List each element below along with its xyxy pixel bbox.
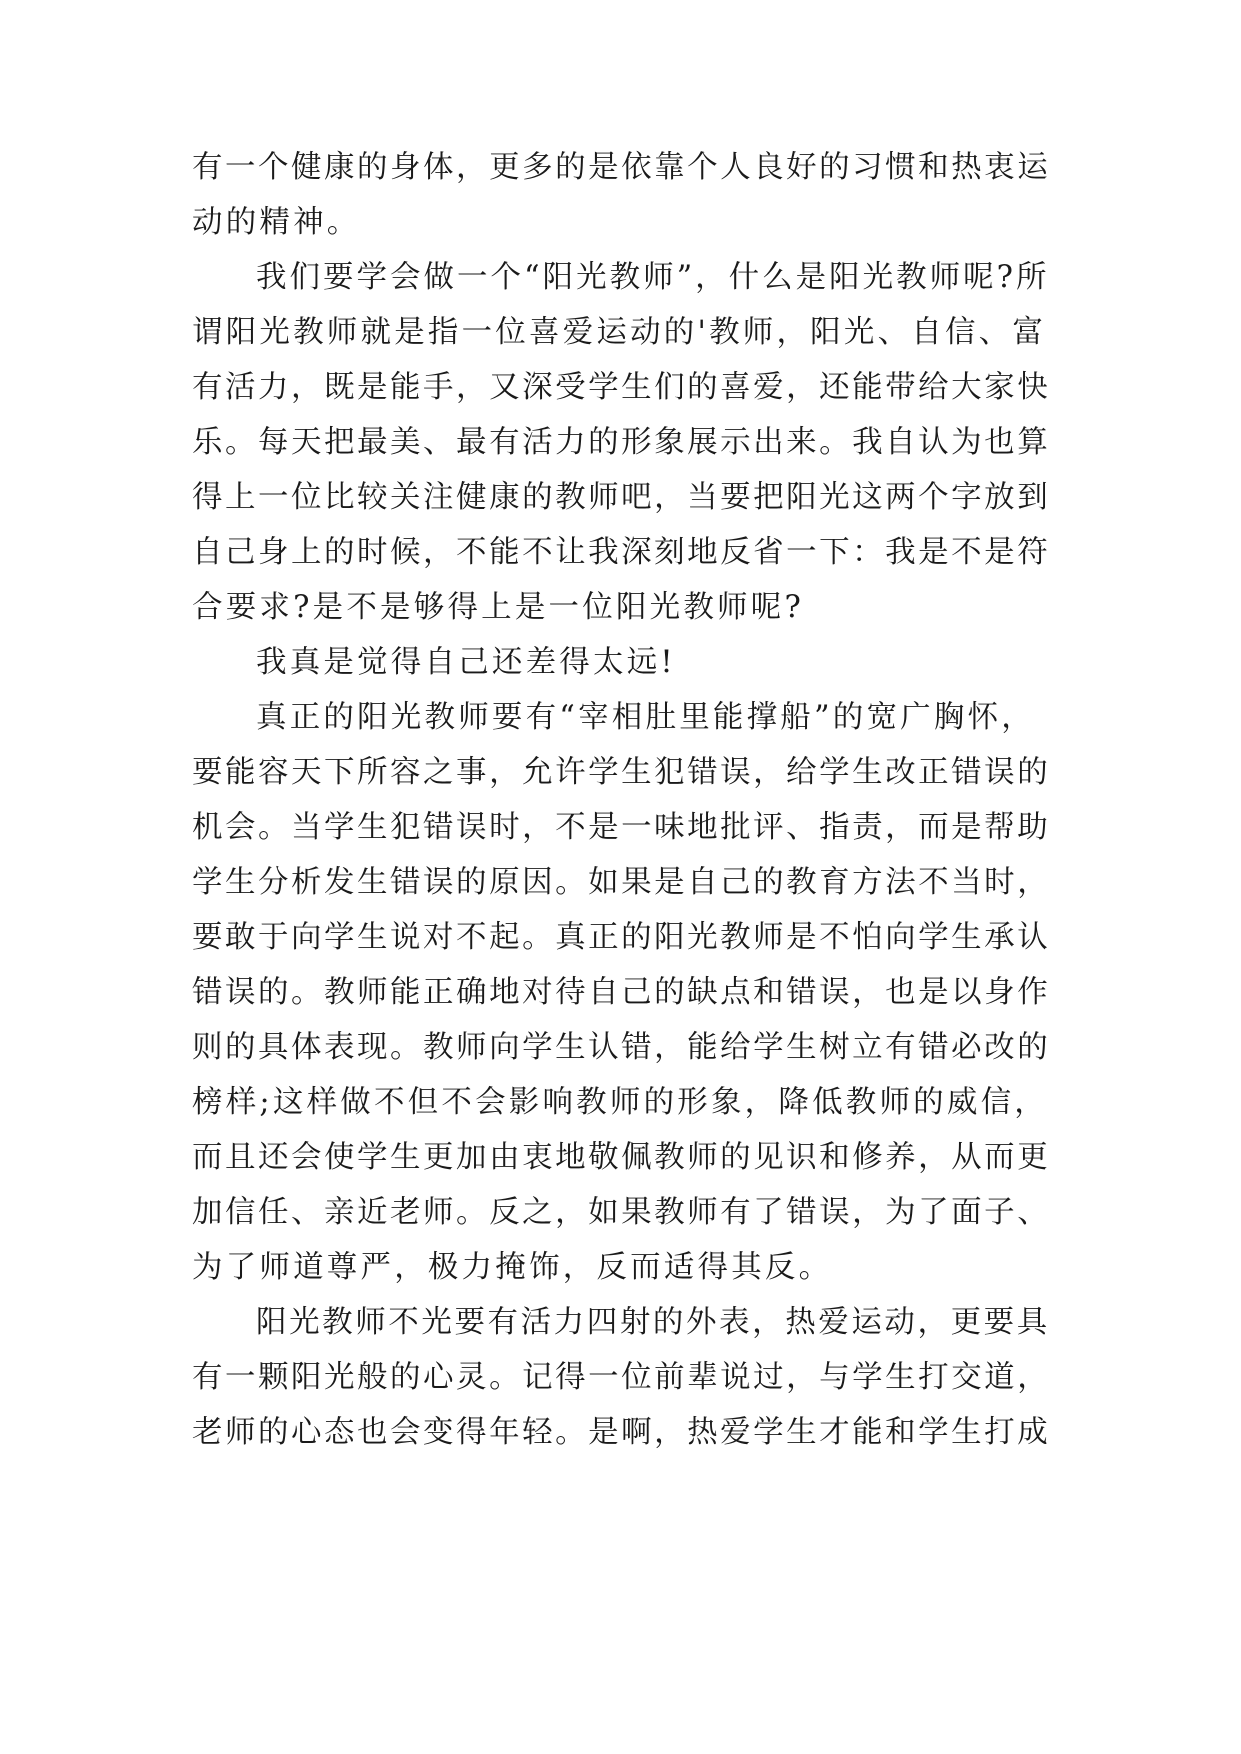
text-line: 榜样;这样做不但不会影响教师的形象，降低教师的威信， xyxy=(192,1085,1048,1120)
text-line: 机会。当学生犯错误时，不是一味地批评、指责，而是帮助 xyxy=(192,810,1051,845)
text-line: 动的精神。 xyxy=(192,205,361,240)
text-line: 真正的阳光教师要有“宰相肚里能撑船”的宽广胸怀， xyxy=(256,700,1035,735)
text-line: 得上一位比较关注健康的教师吧，当要把阳光这两个字放到 xyxy=(192,480,1051,515)
text-line: 有一个健康的身体，更多的是依靠个人良好的习惯和热衷运 xyxy=(192,150,1051,185)
text-line: 我真是觉得自己还差得太远! xyxy=(256,645,676,680)
text-line: 要敢于向学生说对不起。真正的阳光教师是不怕向学生承认 xyxy=(192,920,1051,955)
text-line: 则的具体表现。教师向学生认错，能给学生树立有错必改的 xyxy=(192,1030,1051,1065)
text-line: 加信任、亲近老师。反之，如果教师有了错误，为了面子、 xyxy=(192,1195,1051,1230)
text-line: 而且还会使学生更加由衷地敬佩教师的见识和修养，从而更 xyxy=(192,1140,1051,1175)
text-line: 有一颗阳光般的心灵。记得一位前辈说过，与学生打交道， xyxy=(192,1360,1051,1395)
text-line: 要能容天下所容之事，允许学生犯错误，给学生改正错误的 xyxy=(192,755,1051,790)
text-line: 阳光教师不光要有活力四射的外表，热爱运动，更要具 xyxy=(256,1305,1050,1340)
text-line: 我们要学会做一个“阳光教师”，什么是阳光教师呢?所 xyxy=(256,260,1050,295)
text-line: 合要求?是不是够得上是一位阳光教师呢? xyxy=(192,590,805,625)
text-line: 学生分析发生错误的原因。如果是自己的教育方法不当时， xyxy=(192,865,1051,900)
text-line: 谓阳光教师就是指一位喜爱运动的'教师，阳光、自信、富 xyxy=(192,315,1047,350)
text-line: 错误的。教师能正确地对待自己的缺点和错误，也是以身作 xyxy=(192,975,1051,1010)
text-line: 老师的心态也会变得年轻。是啊，热爱学生才能和学生打成 xyxy=(192,1415,1051,1450)
text-line: 有活力，既是能手，又深受学生们的喜爱，还能带给大家快 xyxy=(192,370,1051,405)
text-line: 自己身上的时候，不能不让我深刻地反省一下：我是不是符 xyxy=(192,535,1051,570)
text-line: 乐。每天把最美、最有活力的形象展示出来。我自认为也算 xyxy=(192,425,1051,460)
text-line: 为了师道尊严，极力掩饰，反而适得其反。 xyxy=(192,1250,833,1285)
